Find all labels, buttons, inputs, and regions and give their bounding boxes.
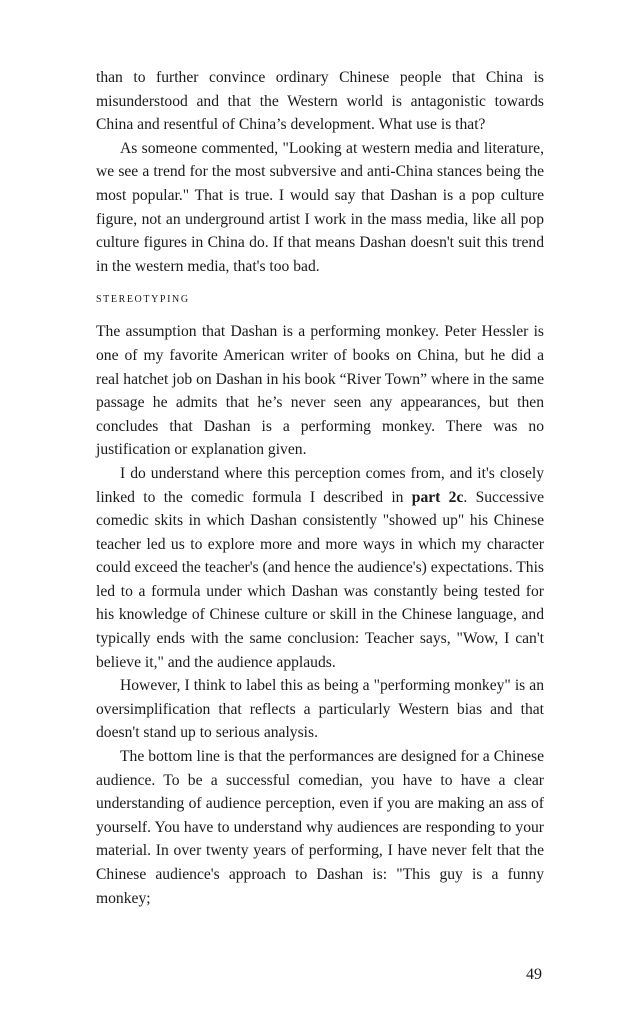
- paragraph-perception-text-b: . Successive comedic skits in which Dashan consistently "showed up" his Chinese teacher led us to explore more and more ways in which my character could exceed the teacher's (and hence the audience's) expectations. This led to a formula under which Dashan was constantly being tested for his knowledge of Chinese culture or skill in the Chinese language, and typically ends with the same conclusion: Teacher says, "Wow, I can't believe it," and the audience applauds.: [96, 488, 545, 671]
- paragraph-assumption: The assumption that Dashan is a performing monkey. Peter Hessler is one of my favorite American writer of books on China, but he did a real hatchet job on Dashan in his book “River Town” where in the same passage he admits that he’s never seen any appearances, but then concludes that Dashan is a performing monkey. There was no justification or explanation given.: [96, 323, 544, 459]
- page-body: [96, 66, 544, 910]
- page-number: 49: [526, 966, 542, 983]
- paragraph-oversimplification: However, I think to label this as being a "performing monkey" is an oversimplification that reflects a particularly Western bias and that doesn't stand up to serious analysis.: [96, 677, 544, 742]
- paragraph-perception: [96, 462, 544, 674]
- paragraph-bottom-line: The bottom line is that the performances are designed for a Chinese audience. To be a successful comedian, you have to have a clear understanding of audience perception, even if you are making an ass of yourself. You have to understand why audiences are responding to your material. In over twenty years of performing, I have never felt that the Chinese audience's approach to Dashan is: "This guy is a funny monkey;: [96, 748, 544, 907]
- section-heading-stereotyping: stereotyping: [96, 291, 190, 307]
- paragraph-continuation: than to further convince ordinary Chinese people that China is misunderstood and that the Western world is antagonistic towards China and resentful of China’s development. What use is that?: [96, 69, 544, 134]
- paragraph-commented: As someone commented, "Looking at western media and literature, we see a trend for the most subversive and anti-China stances being the most popular." That is true. I would say that Dashan is a pop culture figure, not an underground artist I work in the mass media, like all pop culture figures in China do. If that means Dashan doesn't suit this trend in the western media, that's too bad.: [96, 139, 544, 275]
- part-reference-link: part 2c: [411, 488, 464, 506]
- paragraph-perception-text-a: I do understand where this perception comes from, and it's closely linked to the comedic formula I described in: [96, 464, 544, 506]
